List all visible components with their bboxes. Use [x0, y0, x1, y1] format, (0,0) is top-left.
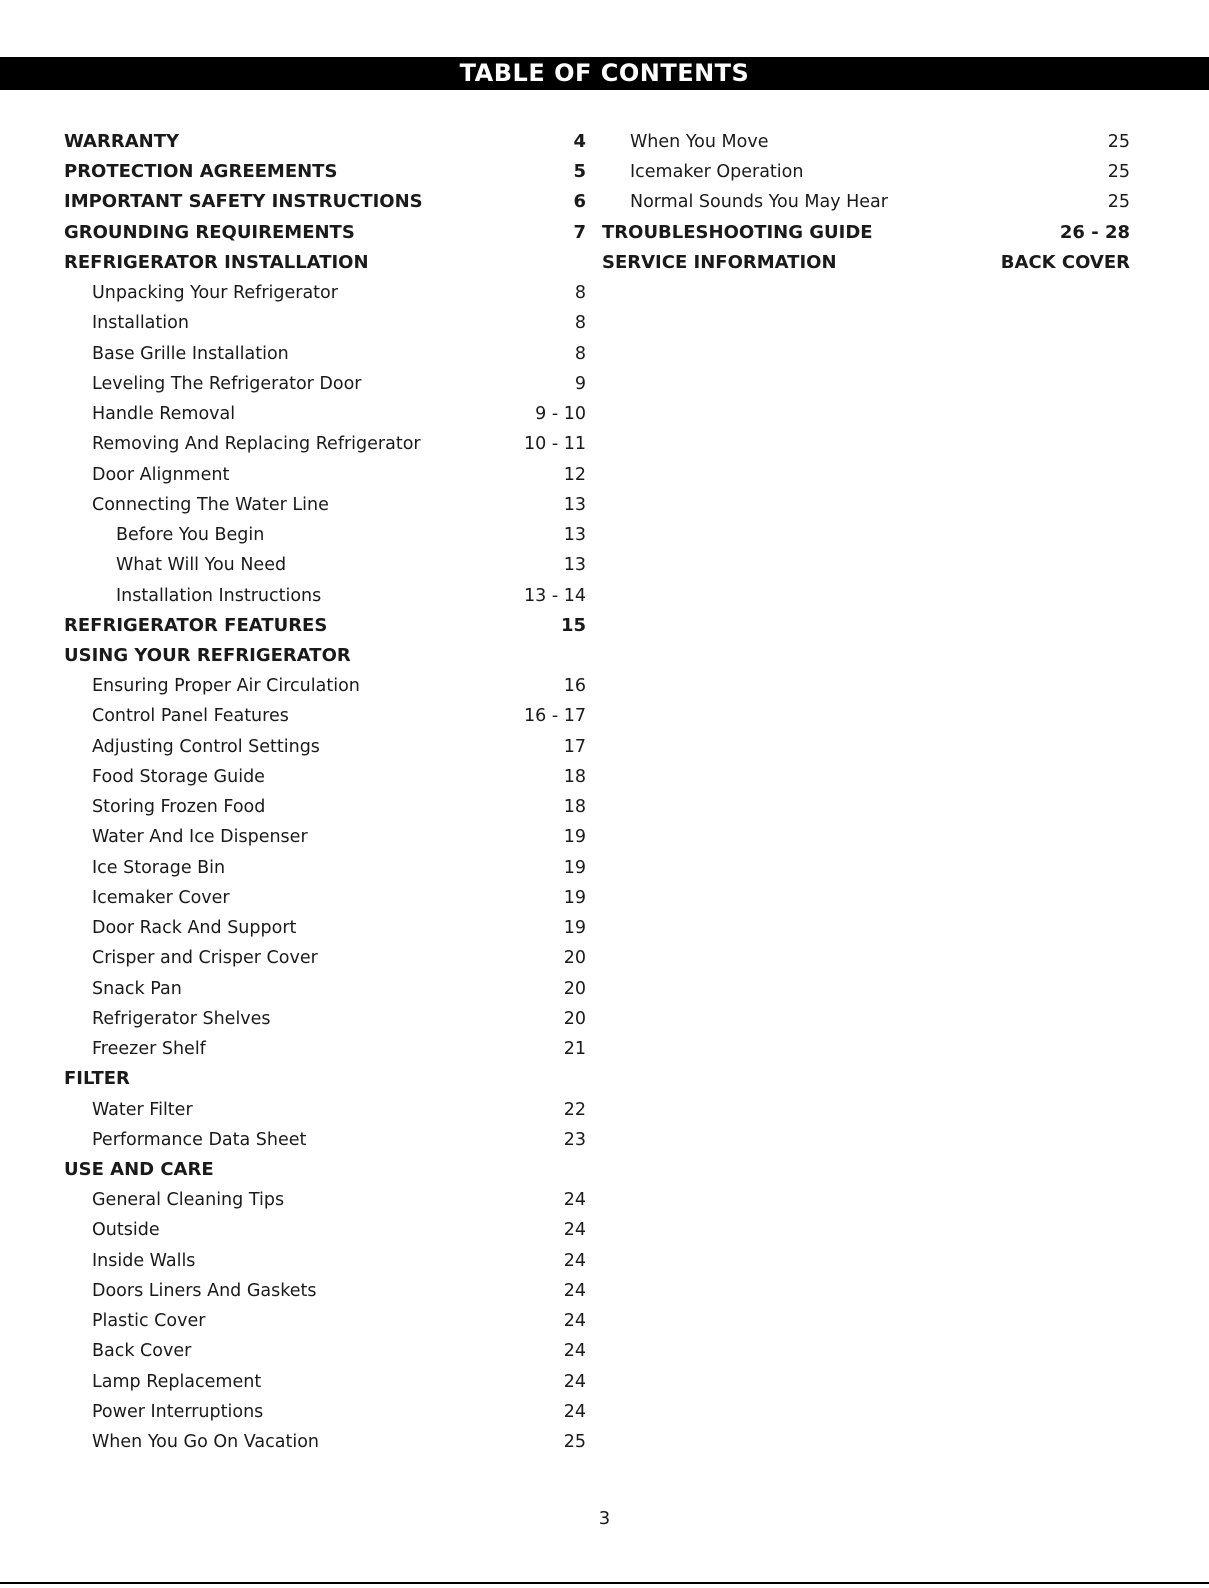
toc-entry-page: 24	[563, 1311, 586, 1332]
toc-entry-page: 16	[563, 676, 586, 697]
toc-subentry[interactable]	[64, 1276, 586, 1306]
toc-entry-page: 25	[1107, 192, 1130, 213]
toc-subentry[interactable]	[64, 460, 586, 490]
toc-entry-title: Connecting The Water Line	[92, 494, 329, 515]
toc-left-column	[64, 127, 586, 1457]
toc-entry-title: Ensuring Proper Air Circulation	[92, 676, 360, 697]
toc-entry-page: 19	[563, 857, 586, 878]
toc-entry-page: BACK COVER	[1000, 251, 1130, 273]
toc-subentry[interactable]	[602, 187, 1130, 217]
toc-entry-title: Before You Begin	[116, 525, 265, 546]
toc-entry-title: Outside	[92, 1220, 160, 1241]
toc-entry-page: 20	[563, 1008, 586, 1029]
toc-subentry[interactable]	[64, 732, 586, 762]
toc-entry-title: Icemaker Operation	[630, 162, 804, 183]
toc-title: TABLE OF CONTENTS	[459, 59, 750, 87]
toc-entry-title: REFRIGERATOR INSTALLATION	[64, 251, 369, 273]
toc-section-entry[interactable]	[64, 248, 586, 278]
toc-subentry[interactable]	[64, 1306, 586, 1336]
toc-entry-title: Adjusting Control Settings	[92, 736, 320, 757]
toc-entry-title: Refrigerator Shelves	[92, 1008, 271, 1029]
toc-entry-page: 23	[563, 1129, 586, 1150]
toc-entry-title: USING YOUR REFRIGERATOR	[64, 644, 351, 666]
toc-entry-title: Ice Storage Bin	[92, 857, 226, 878]
toc-entry-page: 24	[563, 1341, 586, 1362]
toc-subentry[interactable]	[64, 792, 586, 822]
toc-subentry[interactable]	[64, 278, 586, 308]
toc-entry-title: General Cleaning Tips	[92, 1190, 285, 1211]
toc-subentry[interactable]	[64, 913, 586, 943]
page-number: 3	[598, 1508, 611, 1529]
toc-entry-page: 9	[574, 373, 586, 394]
toc-entry-page: 18	[563, 766, 586, 787]
toc-subentry[interactable]	[64, 1367, 586, 1397]
toc-subentry[interactable]	[64, 1215, 586, 1245]
toc-entry-page: 24	[563, 1220, 586, 1241]
toc-entry-page: 19	[563, 887, 586, 908]
toc-subentry[interactable]	[64, 883, 586, 913]
toc-entry-page: 13	[563, 494, 586, 515]
toc-entry-page: 12	[563, 464, 586, 485]
toc-entry-title: Leveling The Refrigerator Door	[92, 373, 362, 394]
toc-entry-page: 7	[573, 221, 586, 243]
toc-entry-title: Water Filter	[92, 1099, 193, 1120]
toc-entry-title: Door Rack And Support	[92, 918, 297, 939]
toc-entry-page: 8	[574, 313, 586, 334]
toc-entry-title: REFRIGERATOR FEATURES	[64, 614, 328, 636]
toc-entry-page: 17	[563, 736, 586, 757]
toc-entry-title: Lamp Replacement	[92, 1371, 262, 1392]
toc-entry-page: 25	[1107, 132, 1130, 152]
toc-section-entry[interactable]	[64, 187, 586, 217]
toc-entry-page: 5	[573, 161, 586, 183]
toc-entry-page: 22	[563, 1099, 586, 1120]
toc-entry-title: When You Move	[630, 132, 769, 152]
toc-subentry[interactable]	[64, 490, 586, 520]
toc-subentry[interactable]	[64, 399, 586, 429]
toc-entry-page: 8	[574, 283, 586, 304]
toc-entry-page: 20	[563, 978, 586, 999]
toc-entry-title: Installation	[92, 313, 189, 334]
toc-entry-page: 6	[573, 191, 586, 213]
toc-subentry[interactable]	[64, 701, 586, 731]
toc-entry-title: Installation Instructions	[116, 585, 322, 606]
toc-entry-page: 13	[563, 525, 586, 546]
toc-entry-page: 21	[563, 1039, 586, 1060]
toc-subentry[interactable]	[64, 1004, 586, 1034]
toc-entry-page: 8	[574, 343, 586, 364]
toc-entry-title: Performance Data Sheet	[92, 1129, 307, 1150]
toc-subentry[interactable]	[64, 1185, 586, 1215]
toc-section-entry[interactable]	[64, 641, 586, 671]
toc-entry-title: When You Go On Vacation	[92, 1432, 320, 1453]
toc-entry-title: Normal Sounds You May Hear	[630, 192, 888, 213]
toc-section-entry[interactable]	[602, 218, 1130, 248]
toc-section-entry[interactable]	[64, 1064, 586, 1094]
toc-entry-page: 24	[563, 1280, 586, 1301]
toc-entry-page: 19	[563, 918, 586, 939]
toc-entry-title: WARRANTY	[64, 131, 180, 152]
toc-entry-title: FILTER	[64, 1068, 130, 1090]
toc-entry-page: 13	[563, 555, 586, 576]
toc-entry-title: Inside Walls	[92, 1250, 196, 1271]
toc-subentry[interactable]	[64, 1095, 586, 1125]
toc-subentry[interactable]	[64, 943, 586, 973]
toc-entry-title: USE AND CARE	[64, 1158, 214, 1180]
toc-subentry[interactable]	[64, 1427, 586, 1457]
toc-entry-title: Storing Frozen Food	[92, 797, 266, 818]
toc-subentry[interactable]	[64, 369, 586, 399]
toc-entry-title: Freezer Shelf	[92, 1039, 206, 1060]
toc-entry-title: IMPORTANT SAFETY INSTRUCTIONS	[64, 191, 423, 213]
toc-title-banner	[0, 57, 1209, 90]
toc-entry-title: Base Grille Installation	[92, 343, 289, 364]
toc-entry-title: Power Interruptions	[92, 1401, 264, 1422]
toc-subentry[interactable]	[64, 1125, 586, 1155]
toc-entry-page: 19	[563, 827, 586, 848]
bottom-rule	[0, 1582, 1209, 1584]
toc-entry-title: Snack Pan	[92, 978, 182, 999]
toc-entry-page: 10 - 11	[524, 434, 586, 455]
toc-entry-page: 24	[563, 1401, 586, 1422]
toc-subentry[interactable]	[602, 127, 1130, 157]
toc-entry-title: Crisper and Crisper Cover	[92, 948, 318, 969]
toc-subentry[interactable]	[64, 762, 586, 792]
toc-entry-title: Door Alignment	[92, 464, 230, 485]
toc-subentry[interactable]	[64, 974, 586, 1004]
toc-entry-page: 24	[563, 1250, 586, 1271]
toc-entry-title: Doors Liners And Gaskets	[92, 1280, 317, 1301]
toc-entry-page: 4	[573, 131, 586, 152]
toc-entry-title: Food Storage Guide	[92, 766, 265, 787]
toc-section-entry[interactable]	[64, 218, 586, 248]
toc-subentry[interactable]	[64, 339, 586, 369]
toc-entry-page: 25	[563, 1432, 586, 1453]
toc-subentry[interactable]	[64, 671, 586, 701]
toc-subentry[interactable]	[64, 822, 586, 852]
toc-entry-page: 25	[1107, 162, 1130, 183]
toc-entry-title: Unpacking Your Refrigerator	[92, 283, 338, 304]
toc-entry-page: 24	[563, 1371, 586, 1392]
toc-subentry[interactable]	[64, 520, 586, 550]
toc-entry-title: TROUBLESHOOTING GUIDE	[602, 221, 873, 243]
toc-subentry[interactable]	[602, 157, 1130, 187]
toc-entry-title: Icemaker Cover	[92, 887, 230, 908]
toc-section-entry[interactable]	[64, 611, 586, 641]
toc-entry-page: 26 - 28	[1059, 221, 1130, 243]
toc-subentry[interactable]	[64, 581, 586, 611]
toc-entry-page: 9 - 10	[535, 404, 586, 425]
toc-entry-title: PROTECTION AGREEMENTS	[64, 161, 338, 183]
toc-subentry[interactable]	[64, 1246, 586, 1276]
toc-entry-page: 18	[563, 797, 586, 818]
toc-section-entry[interactable]	[64, 157, 586, 187]
toc-subentry[interactable]	[64, 853, 586, 883]
toc-entry-title: Handle Removal	[92, 404, 236, 425]
toc-section-entry[interactable]	[602, 248, 1130, 278]
toc-entry-title: SERVICE INFORMATION	[602, 251, 837, 273]
toc-subentry[interactable]	[64, 1397, 586, 1427]
toc-entry-title: Water And Ice Dispenser	[92, 827, 308, 848]
toc-entry-title: Removing And Replacing Refrigerator	[92, 434, 421, 455]
toc-right-column	[602, 127, 1130, 278]
toc-entry-title: What Will You Need	[116, 555, 287, 576]
toc-entry-page: 16 - 17	[524, 706, 586, 727]
toc-subentry[interactable]	[64, 550, 586, 580]
toc-entry-title: GROUNDING REQUIREMENTS	[64, 221, 355, 243]
toc-subentry[interactable]	[64, 308, 586, 338]
toc-subentry[interactable]	[64, 1034, 586, 1064]
toc-entry-title: Control Panel Features	[92, 706, 289, 727]
toc-entry-page: 20	[563, 948, 586, 969]
toc-subentry[interactable]	[64, 429, 586, 459]
toc-section-entry[interactable]	[64, 127, 586, 157]
toc-entry-page: 15	[560, 614, 586, 636]
toc-subentry[interactable]	[64, 1336, 586, 1366]
toc-entry-title: Plastic Cover	[92, 1311, 206, 1332]
toc-entry-page: 13 - 14	[524, 585, 586, 606]
toc-entry-title: Back Cover	[92, 1341, 192, 1362]
toc-section-entry[interactable]	[64, 1155, 586, 1185]
toc-entry-page: 24	[563, 1190, 586, 1211]
